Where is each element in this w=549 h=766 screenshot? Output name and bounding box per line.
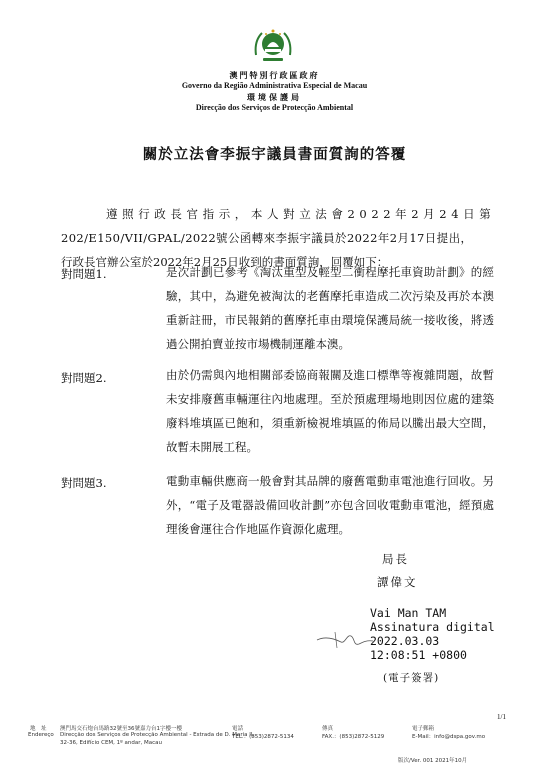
page-number: 1/1 [497, 713, 506, 721]
digital-signature-block [370, 606, 495, 662]
footer-address-pt-2: 32-36, Edifício CEM, 1º andar, Macau [60, 740, 162, 746]
digital-signature-line: Assinatura digital [370, 620, 495, 634]
footer-address-label-zh: 地 址 [30, 726, 47, 732]
signatory-role: 局長 [382, 552, 409, 566]
answer-2: 由於仍需與內地相關部委協商報關及進口標準等複雜問題，故暫未安排廢舊車輛運往內地處理。至於預處理場地則因位處的建築廢料堆填區已飽和，須重新檢視堆填區的佈局以騰出最大空間，故暫未開展工程。 [166, 368, 494, 454]
footer-tel-label: 電話 [232, 726, 244, 732]
answer-3: 電動車輛供應商一般會對其品牌的廢舊電動車電池進行回收。另外，“電子及電器設備回收計劃”亦包含回收電動車電池，經預處理後會運往合作地區作資源化處理。 [166, 474, 494, 536]
intro-line-3: 行政長官辦公室於2022年2月25日收到的書面質詢，回覆如下： [61, 255, 389, 269]
header-dept-zh: 環境保護局 [247, 92, 302, 102]
document-title: 關於立法會李振宇議員書面質詢的答覆 [142, 146, 407, 163]
header-org-zh: 澳門特別行政區政府 [229, 70, 320, 80]
header-dept-pt: Direcção dos Serviços de Protecção Ambiental [195, 103, 354, 112]
signatory-name: 譚偉文 [377, 575, 418, 589]
footer-address-label-pt: Endereço [28, 732, 54, 738]
handwritten-signature-icon [315, 626, 375, 652]
electronic-signature-note: (電子簽署) [383, 672, 440, 684]
footer-address-pt: Direcção dos Serviços de Protecção Ambiental - Estrada de D. Maria II, [60, 732, 255, 738]
digital-signature-line: 2022.03.03 [370, 634, 440, 648]
footer-fax: FAX.：(853)2872-5129 [322, 734, 385, 740]
footer-email: E-Mail：info@dspa.gov.mo [412, 734, 486, 740]
macau-emblem-icon [250, 25, 296, 65]
footer [20, 724, 540, 754]
header-org-pt: Governo da Região Administrativa Especial de Macau [181, 81, 368, 90]
question-label-1: 對問題1. [61, 267, 107, 281]
digital-signature-line: Vai Man TAM [370, 606, 447, 620]
footer-address-zh: 澳門馬交石炮台馬路32號至36號嘉力台1字樓一樓 [60, 726, 182, 732]
question-label-2: 對問題2. [61, 371, 107, 385]
intro-line-2: 202/E150/VII/GPAL/2022號公函轉來李振宇議員於2022年2月17日提出， [61, 231, 473, 245]
intro-line-1: 遵照行政長官指示，本人對立法會2022年2月24日第 [106, 207, 496, 221]
footer-tel: TEL.：(853)2872-5134 [232, 734, 294, 740]
digital-signature-line: 12:08:51 +0800 [370, 648, 467, 662]
version-note: 版次/Ver. 001 2021年10月 [398, 758, 468, 764]
footer-email-label: 電子郵箱 [412, 726, 435, 732]
footer-fax-label: 傳真 [322, 726, 334, 732]
question-label-3: 對問題3. [61, 476, 107, 490]
answer-1: 是次計劃已參考《淘汰重型及輕型二衝程摩托車資助計劃》的經驗，其中，為避免被淘汰的老舊摩托車造成二次污染及再於本澳重新註冊，市民報銷的舊摩托車由環境保護局統一接收後，將透過公開拍賣並按市場機制運離本澳。 [166, 265, 494, 351]
